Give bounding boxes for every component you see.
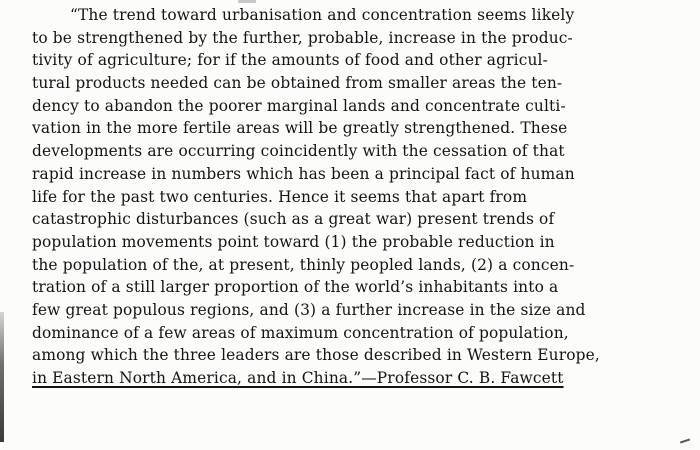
text-line: the population of the, at present, thinly peopled lands, (2) a concen- <box>32 255 575 274</box>
scan-artifact <box>238 0 256 3</box>
text-line: dency to abandon the poorer marginal lands and concentrate culti- <box>32 96 566 115</box>
text-line: vation in the more fertile areas will be greatly strengthened. These <box>32 119 568 138</box>
text-line: developments are occurring coincidently with the cessation of that <box>32 142 565 161</box>
scan-artifact <box>680 439 690 444</box>
text-line: to be strengthened by the further, probable, increase in the produc- <box>32 28 573 47</box>
text-line: dominance of a few areas of maximum concentration of population, <box>32 323 569 342</box>
text-line: tration of a still larger proportion of the world’s inhabitants into a <box>32 278 559 297</box>
text-line: tivity of agriculture; for if the amounts of food and other agricul- <box>32 51 548 70</box>
text-line: few great populous regions, and (3) a further increase in the size and <box>32 300 586 319</box>
text-line: “The trend toward urbanisation and concentration seems likely <box>70 6 575 24</box>
text-line: life for the past two centuries. Hence it seems that apart from <box>32 187 528 206</box>
text-line: population movements point toward (1) the probable reduction in <box>32 232 555 251</box>
attribution-line: in Eastern North America, and in China.”—Professor C. B. Fawcett <box>32 369 564 387</box>
scan-edge-mark <box>0 312 4 442</box>
text-line: tural products needed can be obtained from smaller areas the ten- <box>32 74 563 93</box>
text-line: rapid increase in numbers which has been a principal fact of human <box>32 164 575 183</box>
quote-block <box>32 4 696 390</box>
text-line: among which the three leaders are those described in Western Europe, <box>32 346 600 365</box>
text-line: catastrophic disturbances (such as a great war) present trends of <box>32 210 555 229</box>
